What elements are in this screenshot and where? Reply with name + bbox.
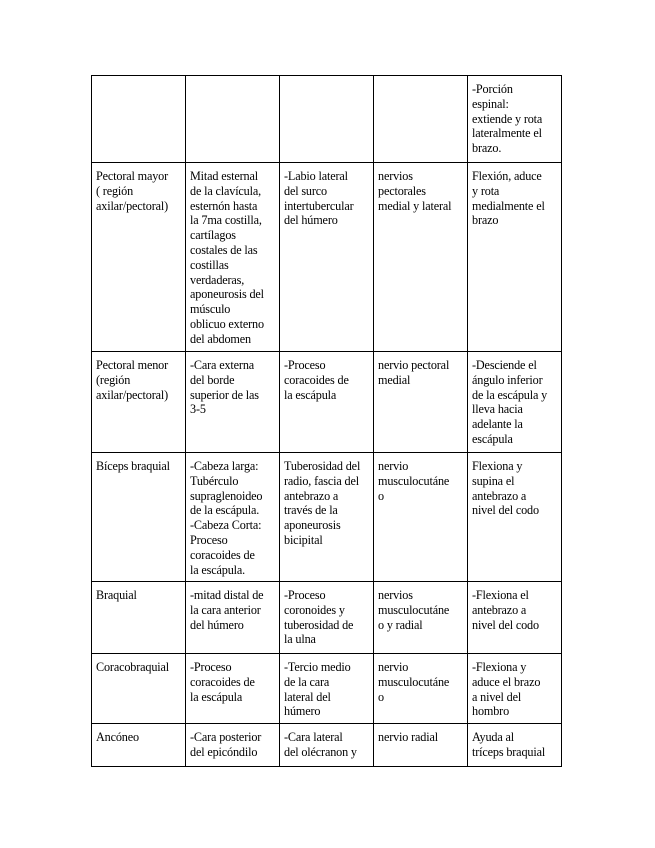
table-cell <box>468 453 562 582</box>
cell-text: nervios musculocutáne o y radial <box>378 588 450 632</box>
table-cell <box>186 654 280 724</box>
cell-text: nervio musculocutáne o <box>378 459 450 503</box>
cell-text: -Desciende el ángulo inferior de la escápula y lleva hacia adelante la escápula <box>472 358 548 446</box>
table-row <box>92 352 562 453</box>
muscle-table <box>91 75 562 767</box>
table-cell <box>280 654 374 724</box>
cell-text: Flexión, aduce y rota medialmente el brazo <box>472 169 545 228</box>
muscle-name: Ancóneo <box>96 730 139 744</box>
cell-text: -Proceso coronoides y tuberosidad de la ulna <box>284 588 354 647</box>
table-cell <box>374 582 468 654</box>
cell-text: Flexiona y supina el antebrazo a nivel del codo <box>472 459 539 518</box>
table-row <box>92 76 562 163</box>
table-row <box>92 163 562 352</box>
table-cell <box>186 453 280 582</box>
table-row <box>92 582 562 654</box>
table-cell <box>280 582 374 654</box>
table-cell <box>186 582 280 654</box>
cell-text: -Flexiona el antebrazo a nivel del codo <box>472 588 539 632</box>
table-cell <box>374 724 468 767</box>
table-cell <box>374 163 468 352</box>
table-row <box>92 724 562 767</box>
table-cell <box>468 724 562 767</box>
table-cell <box>280 724 374 767</box>
table-row <box>92 453 562 582</box>
table-cell <box>92 582 186 654</box>
cell-text: nervios pectorales medial y lateral <box>378 169 452 213</box>
cell-text: nervio musculocutáne o <box>378 660 450 704</box>
cell-text: -Cabeza larga: Tubérculo supraglenoideo de la escápula. -Cabeza Corta: Proceso coracoides de la escápula. <box>190 459 263 577</box>
cell-text: -Tercio medio de la cara lateral del húmero <box>284 660 351 719</box>
cell-text: Ayuda al tríceps braquial <box>472 730 546 759</box>
table-cell <box>186 352 280 453</box>
muscle-name: Braquial <box>96 588 137 602</box>
cell-text: -Proceso coracoides de la escápula <box>190 660 255 704</box>
table-cell <box>374 76 468 163</box>
muscle-name: Bíceps braquial <box>96 459 170 473</box>
table-cell <box>92 163 186 352</box>
table-cell <box>92 724 186 767</box>
cell-text: -Labio lateral del surco intertubercular del húmero <box>284 169 354 228</box>
muscle-name: Pectoral mayor ( región axilar/pectoral) <box>96 169 169 213</box>
table-cell <box>374 352 468 453</box>
table-cell <box>280 453 374 582</box>
cell-text: -mitad distal de la cara anterior del húmero <box>190 588 264 632</box>
table-row <box>92 654 562 724</box>
cell-text: Tuberosidad del radio, fascia del antebrazo a través de la aponeurosis bicipital <box>284 459 361 547</box>
table-cell <box>92 654 186 724</box>
cell-text: Mitad esternal de la clavícula, esternón hasta la 7ma costilla, cartílagos costales de las costillas verdaderas, aponeurosis del músculo oblicuo externo del abdomen <box>190 169 264 346</box>
cell-text: -Porción espinal: extiende y rota lateralmente el brazo. <box>472 82 543 156</box>
table-cell <box>374 654 468 724</box>
table-cell <box>280 352 374 453</box>
table-cell <box>186 163 280 352</box>
muscle-name: Coracobraquial <box>96 660 170 674</box>
table-cell <box>280 76 374 163</box>
table-cell <box>92 453 186 582</box>
muscle-name: Pectoral menor (región axilar/pectoral) <box>96 358 169 402</box>
cell-text: -Cara posterior del epicóndilo <box>190 730 262 759</box>
cell-text: nervio pectoral medial <box>378 358 450 387</box>
table-cell <box>468 654 562 724</box>
table-cell <box>468 352 562 453</box>
cell-text: -Cara externa del borde superior de las 3-5 <box>190 358 259 417</box>
table-cell <box>92 352 186 453</box>
table-cell <box>280 163 374 352</box>
table-cell <box>92 76 186 163</box>
table-cell <box>468 582 562 654</box>
table-cell <box>186 724 280 767</box>
cell-text: -Flexiona y aduce el brazo a nivel del hombro <box>472 660 541 719</box>
cell-text: nervio radial <box>378 730 438 744</box>
cell-text: -Cara lateral del olécranon y <box>284 730 357 759</box>
table-cell <box>186 76 280 163</box>
table-cell <box>468 76 562 163</box>
table-cell <box>374 453 468 582</box>
cell-text: -Proceso coracoides de la escápula <box>284 358 349 402</box>
table-cell <box>468 163 562 352</box>
